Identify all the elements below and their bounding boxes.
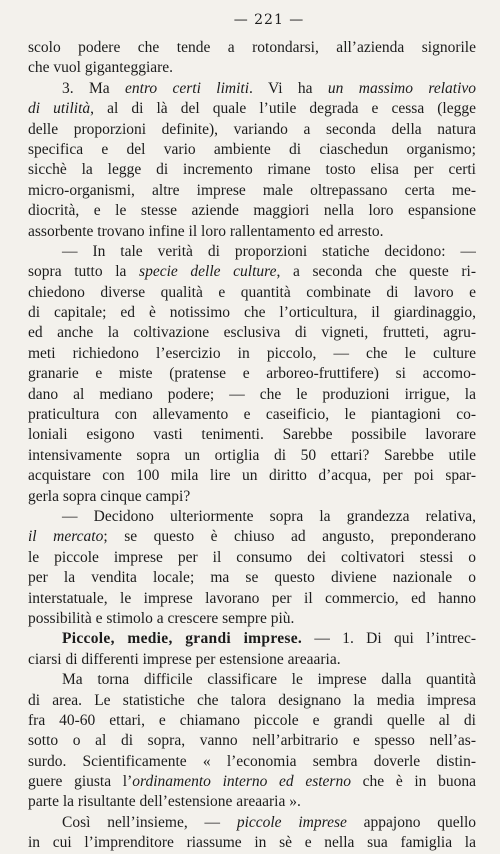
text-segment: diocrità, e le stesse aziende maggiori nella loro espansione (28, 202, 476, 220)
text-segment: appajono quello (346, 813, 476, 831)
text-segment: specie delle culture (139, 263, 277, 281)
text-segment: di area. Le statistiche che talora designano la media impresa (28, 691, 476, 709)
text-line (28, 670, 476, 690)
text-segment: , al di là del quale l’utile degrada e cessa (legge (90, 100, 476, 118)
body-text (28, 38, 476, 854)
text-segment: ciarsi di differenti imprese per estensione areaaria. (28, 650, 341, 668)
text-line (28, 79, 476, 99)
text-line (28, 58, 476, 78)
text-segment: possibilità e stimolo a crescere sempre più. (28, 609, 295, 627)
text-segment: assorbente trovano infine il loro rallentamento ed arresto. (28, 222, 384, 240)
text-segment: chiedono diverse qualità e quantità combinate di lavoro e (28, 283, 476, 301)
text-line (28, 425, 476, 445)
text-segment: Ma torna difficile classificare le imprese dalla quantità (62, 671, 476, 689)
text-segment: piccole imprese (236, 813, 347, 831)
text-line (28, 364, 476, 384)
text-line (28, 140, 476, 160)
text-line (28, 629, 476, 649)
text-line (28, 507, 476, 527)
text-segment: surdo. Scientificamente « l’economia sembra doverle distin- (28, 752, 476, 770)
text-segment: ; se questo è chiuso ad angusto, preponderano (103, 528, 476, 546)
text-line (28, 487, 476, 507)
text-line (28, 650, 476, 670)
text-segment: praticultura con allevamento e caseificio, le piantagioni co- (28, 406, 476, 424)
text-segment: Così nell’insieme, — (62, 813, 237, 831)
text-line (28, 813, 476, 833)
text-segment: gerla sopra cinque campi? (28, 487, 191, 505)
text-segment: . Vi ha (249, 79, 328, 97)
text-line (28, 589, 476, 609)
text-line (28, 283, 476, 303)
text-line (28, 120, 476, 140)
text-line (28, 527, 476, 547)
text-segment: interstatuale, le imprese lavorano per il commercio, ed hanno (28, 589, 476, 607)
text-line (28, 323, 476, 343)
text-segment: parte la risultante dell’estensione areaaria ». (28, 793, 301, 811)
text-segment: scolo podere che tende a rotondarsi, all’azienda signorile (28, 39, 476, 56)
text-segment: ed anche la coltivazione esclusiva di vigneti, frutteti, agru- (28, 324, 476, 342)
text-line (28, 833, 476, 853)
text-segment: sopra tutto la (28, 263, 140, 281)
text-segment: specifica e del vario ambiente di ciaschedun organismo; (28, 140, 476, 158)
page-number: — 221 — (233, 12, 305, 28)
text-line (28, 466, 476, 486)
text-segment: — 1. Di qui l’intrec- (302, 630, 476, 648)
text-line (28, 262, 476, 282)
text-line (28, 160, 476, 180)
text-segment: loniali esigono vasti tenimenti. Sarebbe possibile lavorare (28, 426, 476, 444)
text-segment: — In tale verità di proporzioni statiche decidono: — (62, 242, 476, 260)
text-segment: per la vendita locale; ma se questo diviene nazionale o (28, 569, 476, 587)
text-line (28, 731, 476, 751)
text-line (28, 99, 476, 119)
text-segment: micro-organismi, altre imprese male oltrepassano certa me- (28, 181, 476, 199)
text-segment: meti richiedono l’esercizio in piccolo, — che le culture (28, 344, 476, 362)
text-segment: di capitale; ed è notissimo che l’orticultura, il giardinaggio, (28, 304, 476, 322)
text-segment: sotto o al di sopra, vanno nell’arbitrario e spesso nell’as- (28, 732, 476, 750)
text-line (28, 691, 476, 711)
text-segment: fra 40-60 ettari, e chiamano piccole e grandi quelle al di (28, 711, 476, 729)
text-line (28, 344, 476, 364)
text-line (28, 752, 476, 772)
text-segment: — Decidono ulteriormente sopra la grandezza relativa, (62, 507, 476, 525)
text-segment: , a seconda che queste ri- (276, 263, 476, 281)
text-line (28, 711, 476, 731)
text-segment: il mercato (28, 528, 104, 546)
text-segment: le piccole imprese per il consumo dei coltivatori stessi o (28, 548, 476, 566)
text-line (28, 609, 476, 629)
text-segment: ordinamento interno ed esterno (132, 773, 351, 791)
text-segment: in cui l’imprenditore riassume in sè e nella sua famiglia la (28, 834, 476, 852)
text-segment: dano al mediano podere; — che le produzioni irrigue, la (28, 385, 476, 403)
text-segment: acquistare con 100 mila lire un diritto d’acqua, per poi spar- (28, 467, 476, 485)
text-segment: granarie e miste (pratense e arboreo-fruttifere) si accomo- (28, 365, 476, 383)
text-line (28, 446, 476, 466)
text-segment: sicchè la legge di incremento rimane tosto elisa per certi (28, 161, 476, 179)
text-line (28, 405, 476, 425)
text-segment: 3. Ma (62, 79, 126, 97)
text-line (28, 181, 476, 201)
text-line (28, 303, 476, 323)
text-segment: intensivamente sopra un ortiglia di 50 ettari? Sarebbe utile (28, 446, 476, 464)
text-segment: un massimo relativo (327, 79, 476, 97)
text-segment: che vuol giganteggiare. (28, 59, 174, 77)
text-line (28, 792, 476, 812)
text-line (28, 772, 476, 792)
text-line (28, 568, 476, 588)
text-segment: che è in buona (350, 773, 476, 791)
text-segment: Piccole, medie, grandi imprese. (62, 630, 303, 648)
text-segment: entro certi limiti (125, 79, 250, 97)
text-line (28, 38, 476, 58)
text-line (28, 201, 476, 221)
text-line (28, 242, 476, 262)
text-line (28, 548, 476, 568)
text-segment: guere giusta l’ (28, 773, 133, 791)
text-segment: di utilità (28, 100, 91, 118)
text-line (28, 222, 476, 242)
text-line (28, 385, 476, 405)
text-segment: delle proporzioni definite), variando a seconda della natura (28, 120, 476, 138)
